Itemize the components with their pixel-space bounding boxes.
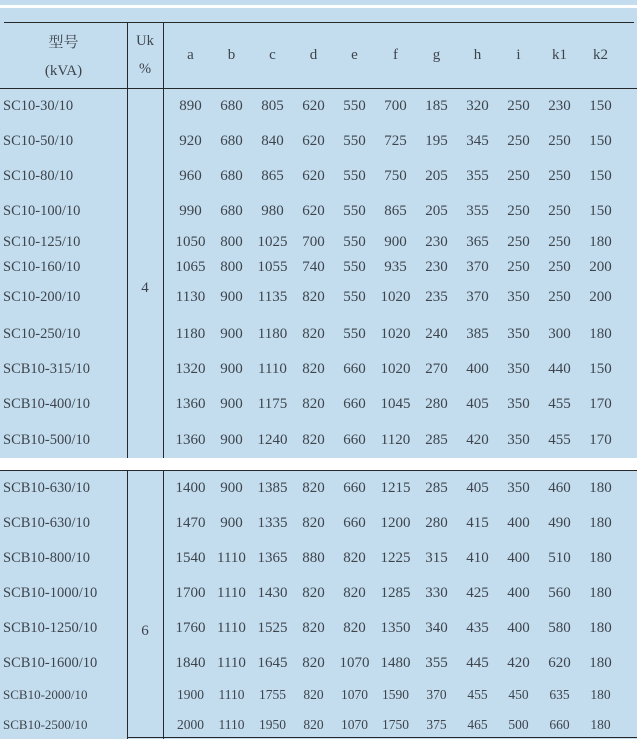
table-row: [0, 646, 637, 680]
cell-value: 1540: [175, 549, 206, 566]
column-header-dim: f: [393, 47, 398, 63]
cell-value: 250: [507, 97, 530, 114]
cell-value: 1110: [217, 549, 246, 566]
cell-value: 900: [220, 514, 243, 531]
cell-value: 1175: [257, 396, 288, 413]
cell-value: 180: [589, 654, 612, 671]
cell-value: 280: [425, 514, 448, 531]
cell-value: 550: [343, 203, 366, 220]
table-bottom-border: [127, 737, 637, 738]
cell-value: 345: [466, 132, 489, 149]
column-header-model-unit: (kVA): [44, 63, 83, 79]
cell-value: 250: [548, 167, 571, 184]
cell-value: 450: [508, 687, 529, 703]
cell-value: 550: [343, 258, 366, 275]
cell-value: 205: [425, 203, 448, 220]
cell-value: 170: [589, 396, 612, 413]
cell-value: 820: [303, 716, 324, 732]
cell-value: 195: [425, 132, 448, 149]
cell-dimensions-group: [163, 133, 637, 150]
cell-model: SCB10-1600/10: [3, 654, 98, 671]
cell-value: 800: [220, 258, 243, 275]
cell-value: 400: [507, 514, 530, 531]
cell-value: 1020: [380, 325, 411, 342]
vertical-divider-model: [127, 22, 128, 458]
cell-value: 340: [425, 620, 448, 637]
cell-value: 900: [220, 396, 243, 413]
cell-value: 455: [467, 687, 488, 703]
cell-value: 1020: [380, 289, 411, 306]
column-header-dim: g: [432, 47, 441, 63]
column-header-dim: d: [309, 47, 318, 63]
cell-value: 250: [548, 132, 571, 149]
cell-value: 1350: [380, 620, 411, 637]
cell-value: 330: [425, 585, 448, 602]
cell-value: 250: [507, 132, 530, 149]
cell-value: 180: [589, 325, 612, 342]
cell-value: 200: [589, 258, 612, 275]
cell-value: 1070: [341, 687, 368, 703]
cell-value: 350: [507, 479, 530, 496]
cell-value: 550: [343, 325, 366, 342]
table-rows-section-1: [0, 89, 637, 458]
column-header-uk-title: Uk: [136, 33, 154, 49]
cell-dimensions-group: [163, 326, 637, 343]
cell-value: 1120: [380, 431, 411, 448]
cell-model: SCB10-630/10: [3, 514, 91, 531]
cell-value: 405: [466, 479, 489, 496]
column-header-dim: i: [516, 47, 521, 63]
cell-dimensions-group: [163, 432, 637, 449]
vertical-divider-uk: [163, 22, 164, 458]
cell-value: 400: [507, 620, 530, 637]
cell-dimensions-group: [163, 585, 637, 602]
cell-value: 1400: [175, 479, 206, 496]
cell-value: 285: [425, 479, 448, 496]
cell-value: 660: [343, 396, 366, 413]
cell-value: 820: [302, 289, 325, 306]
cell-value: 750: [384, 167, 407, 184]
cell-value: 1840: [175, 654, 206, 671]
cell-model: SCB10-2500/10: [3, 716, 88, 732]
cell-value: 1320: [175, 361, 206, 378]
cell-value: 1065: [175, 258, 206, 275]
cell-value: 420: [466, 431, 489, 448]
cell-value: 240: [425, 325, 448, 342]
table-row: [0, 159, 637, 194]
cell-model: SC10-50/10: [3, 132, 74, 149]
cell-value: 1700: [175, 585, 206, 602]
cell-value: 500: [508, 716, 529, 732]
cell-value: 370: [466, 258, 489, 275]
table-row: [0, 611, 637, 646]
cell-value: 1360: [175, 396, 206, 413]
cell-value: 1950: [259, 716, 286, 732]
column-header-dim: e: [351, 47, 358, 63]
cell-value: 660: [343, 361, 366, 378]
cell-value: 185: [425, 97, 448, 114]
column-header-model-title: 型号: [48, 35, 79, 51]
cell-value: 420: [507, 654, 530, 671]
cell-model: SC10-80/10: [3, 167, 74, 184]
cell-value: 180: [589, 233, 612, 250]
table-row: [0, 230, 637, 255]
cell-value: 250: [548, 233, 571, 250]
cell-value: 900: [220, 289, 243, 306]
uk-value-section-1: 4: [141, 280, 149, 296]
table-row: [0, 471, 637, 506]
cell-value: 550: [343, 97, 366, 114]
cell-value: 1480: [380, 654, 411, 671]
cell-dimensions-group: [163, 361, 637, 378]
cell-value: 620: [302, 167, 325, 184]
cell-value: 550: [343, 132, 366, 149]
cell-value: 820: [302, 431, 325, 448]
table-row: [0, 422, 637, 458]
cell-value: 1645: [257, 654, 288, 671]
cell-value: 1110: [258, 361, 287, 378]
cell-value: 550: [343, 167, 366, 184]
cell-model: SCB10-800/10: [3, 549, 91, 566]
column-header-dim: k2: [593, 47, 608, 63]
cell-value: 1180: [175, 325, 206, 342]
cell-value: 365: [466, 233, 489, 250]
cell-value: 350: [507, 325, 530, 342]
cell-value: 1335: [257, 514, 288, 531]
cell-value: 455: [548, 431, 571, 448]
cell-value: 490: [548, 514, 571, 531]
cell-value: 820: [302, 361, 325, 378]
cell-value: 620: [302, 97, 325, 114]
cell-value: 285: [425, 431, 448, 448]
cell-dimensions-group: [163, 289, 637, 306]
cell-value: 880: [302, 549, 325, 566]
cell-value: 700: [302, 233, 325, 250]
cell-value: 620: [302, 132, 325, 149]
cell-value: 1110: [217, 654, 246, 671]
cell-value: 415: [466, 514, 489, 531]
cell-value: 230: [425, 233, 448, 250]
cell-value: 800: [220, 233, 243, 250]
cell-value: 1110: [217, 585, 246, 602]
cell-value: 355: [425, 654, 448, 671]
cell-value: 820: [302, 620, 325, 637]
cell-value: 250: [548, 289, 571, 306]
cell-value: 230: [425, 258, 448, 275]
cell-value: 680: [220, 167, 243, 184]
cell-value: 230: [548, 97, 571, 114]
cell-value: 180: [589, 585, 612, 602]
table-row: [0, 387, 637, 422]
cell-value: 350: [507, 396, 530, 413]
table-row: [0, 89, 637, 124]
cell-value: 205: [425, 167, 448, 184]
cell-value: 350: [507, 431, 530, 448]
cell-value: 200: [589, 289, 612, 306]
cell-value: 300: [548, 325, 571, 342]
cell-value: 1070: [339, 654, 370, 671]
cell-value: 900: [220, 361, 243, 378]
cell-value: 250: [548, 258, 571, 275]
cell-value: 1225: [380, 549, 411, 566]
cell-value: 820: [302, 396, 325, 413]
table-row: [0, 541, 637, 576]
table-row: [0, 194, 637, 230]
cell-value: 680: [220, 203, 243, 220]
cell-value: 510: [548, 549, 571, 566]
cell-value: 660: [343, 431, 366, 448]
cell-value: 150: [589, 361, 612, 378]
cell-value: 280: [425, 396, 448, 413]
cell-dimensions-group: [163, 396, 637, 413]
column-header-dim: a: [187, 47, 194, 63]
cell-value: 820: [343, 585, 366, 602]
cell-value: 250: [548, 203, 571, 220]
cell-value: 180: [589, 549, 612, 566]
cell-model: SCB10-1250/10: [3, 620, 98, 637]
cell-value: 440: [548, 361, 571, 378]
cell-model: SCB10-630/10: [3, 479, 91, 496]
cell-value: 820: [302, 514, 325, 531]
column-header-uk: [127, 23, 163, 88]
cell-value: 660: [549, 716, 570, 732]
cell-value: 820: [302, 479, 325, 496]
column-header-uk-unit: %: [138, 61, 152, 77]
cell-value: 980: [261, 203, 284, 220]
cell-value: 435: [466, 620, 489, 637]
column-header-dim: k1: [552, 47, 567, 63]
cell-value: 425: [466, 585, 489, 602]
table-row: [0, 316, 637, 352]
cell-model: SC10-125/10: [3, 233, 81, 250]
cell-value: 170: [589, 431, 612, 448]
cell-value: 1470: [175, 514, 206, 531]
cell-value: 180: [589, 479, 612, 496]
cell-value: 250: [507, 167, 530, 184]
cell-value: 355: [466, 167, 489, 184]
cell-value: 865: [384, 203, 407, 220]
cell-value: 700: [384, 97, 407, 114]
column-header-model: [0, 23, 127, 88]
vertical-divider-uk: [163, 471, 164, 739]
cell-value: 550: [343, 233, 366, 250]
cell-value: 370: [426, 687, 447, 703]
table-section-scb10: [0, 470, 637, 739]
table-row: [0, 576, 637, 612]
cell-model: SCB10-400/10: [3, 396, 91, 413]
table-row: [0, 506, 637, 541]
cell-model: SCB10-500/10: [3, 431, 91, 448]
cell-value: 1525: [257, 620, 288, 637]
cell-value: 180: [589, 620, 612, 637]
cell-model: SC10-250/10: [3, 325, 81, 342]
cell-value: 620: [548, 654, 571, 671]
cell-dimensions-group: [163, 550, 637, 567]
cell-value: 1070: [341, 716, 368, 732]
cell-value: 250: [507, 203, 530, 220]
table-row: [0, 710, 637, 739]
cell-model: SC10-160/10: [3, 258, 81, 275]
cell-dimensions-group: [163, 234, 637, 251]
cell-model: SCB10-2000/10: [3, 687, 88, 703]
table-header: [0, 23, 637, 88]
cell-value: 920: [179, 132, 202, 149]
cell-value: 320: [466, 97, 489, 114]
cell-value: 465: [467, 716, 488, 732]
cell-model: SC10-100/10: [3, 203, 81, 220]
cell-value: 865: [261, 167, 284, 184]
cell-dimensions-group: [163, 259, 637, 276]
cell-dimensions-group: [163, 203, 637, 220]
cell-value: 550: [343, 289, 366, 306]
cell-model: SCB10-1000/10: [3, 585, 98, 602]
cell-value: 1020: [380, 361, 411, 378]
cell-value: 180: [590, 716, 611, 732]
cell-value: 350: [507, 289, 530, 306]
cell-value: 1055: [257, 258, 288, 275]
cell-value: 900: [384, 233, 407, 250]
cell-value: 820: [302, 654, 325, 671]
cell-value: 400: [507, 585, 530, 602]
cell-value: 1430: [257, 585, 288, 602]
cell-value: 400: [466, 361, 489, 378]
cell-value: 1050: [175, 233, 206, 250]
cell-value: 1200: [380, 514, 411, 531]
vertical-divider-model: [127, 471, 128, 739]
cell-value: 635: [549, 687, 570, 703]
cell-value: 1385: [257, 479, 288, 496]
cell-value: 385: [466, 325, 489, 342]
cell-value: 740: [302, 258, 325, 275]
cell-value: 1045: [380, 396, 411, 413]
cell-value: 900: [220, 325, 243, 342]
cell-value: 580: [548, 620, 571, 637]
cell-value: 725: [384, 132, 407, 149]
cell-value: 1900: [177, 687, 204, 703]
table-row: [0, 124, 637, 159]
column-header-dim: c: [269, 47, 276, 63]
top-strip: [0, 0, 637, 5]
table-row: [0, 680, 637, 710]
cell-value: 150: [589, 132, 612, 149]
cell-value: 805: [261, 97, 284, 114]
cell-value: 660: [343, 514, 366, 531]
cell-value: 445: [466, 654, 489, 671]
cell-value: 150: [589, 167, 612, 184]
cell-value: 1755: [259, 687, 286, 703]
cell-value: 990: [179, 203, 202, 220]
cell-value: 840: [261, 132, 284, 149]
cell-value: 405: [466, 396, 489, 413]
cell-value: 1025: [257, 233, 288, 250]
cell-value: 150: [589, 97, 612, 114]
cell-value: 1760: [175, 620, 206, 637]
cell-model: SC10-200/10: [3, 289, 81, 306]
cell-value: 250: [507, 258, 530, 275]
cell-value: 1240: [257, 431, 288, 448]
cell-value: 620: [302, 203, 325, 220]
table-section-sc10: [0, 8, 637, 458]
column-header-dim: b: [227, 47, 236, 63]
cell-dimensions-group: [163, 620, 637, 637]
table-row: [0, 280, 637, 317]
cell-dimensions-group: [163, 655, 637, 672]
cell-value: 680: [220, 97, 243, 114]
cell-value: 1130: [175, 289, 206, 306]
cell-value: 400: [507, 549, 530, 566]
cell-value: 900: [220, 431, 243, 448]
cell-value: 680: [220, 132, 243, 149]
cell-value: 315: [425, 549, 448, 566]
cell-value: 820: [343, 620, 366, 637]
cell-value: 820: [302, 325, 325, 342]
cell-value: 1360: [175, 431, 206, 448]
cell-value: 820: [303, 687, 324, 703]
cell-value: 270: [425, 361, 448, 378]
cell-value: 250: [507, 233, 530, 250]
uk-value-section-2: 6: [141, 623, 149, 639]
cell-value: 180: [590, 687, 611, 703]
cell-dimensions-group: [163, 168, 637, 185]
cell-value: 820: [343, 549, 366, 566]
table-row: [0, 255, 637, 280]
cell-value: 890: [179, 97, 202, 114]
cell-dimensions-group: [163, 717, 637, 733]
cell-dimensions-group: [163, 98, 637, 115]
cell-value: 1110: [218, 687, 245, 703]
cell-model: SC10-30/10: [3, 97, 74, 114]
cell-value: 1135: [257, 289, 288, 306]
cell-value: 460: [548, 479, 571, 496]
cell-dimensions-group: [163, 687, 637, 703]
cell-model: SCB10-315/10: [3, 361, 91, 378]
cell-value: 455: [548, 396, 571, 413]
cell-value: 960: [179, 167, 202, 184]
cell-value: 660: [343, 479, 366, 496]
cell-value: 1180: [257, 325, 288, 342]
cell-value: 2000: [177, 716, 204, 732]
cell-value: 355: [466, 203, 489, 220]
cell-value: 375: [426, 716, 447, 732]
cell-value: 1365: [257, 549, 288, 566]
cell-value: 1215: [380, 479, 411, 496]
cell-value: 150: [589, 203, 612, 220]
cell-value: 1750: [382, 716, 409, 732]
column-header-dim: h: [473, 47, 482, 63]
cell-value: 1110: [218, 716, 245, 732]
cell-value: 1590: [382, 687, 409, 703]
cell-value: 820: [302, 585, 325, 602]
table-row: [0, 352, 637, 387]
cell-value: 1285: [380, 585, 411, 602]
cell-value: 235: [425, 289, 448, 306]
cell-dimensions-group: [163, 515, 637, 532]
cell-value: 410: [466, 549, 489, 566]
cell-value: 370: [466, 289, 489, 306]
cell-value: 180: [589, 514, 612, 531]
cell-value: 350: [507, 361, 530, 378]
column-headers-dimensions: [163, 23, 637, 88]
cell-value: 560: [548, 585, 571, 602]
table-rows-section-2: [0, 471, 637, 739]
cell-value: 1110: [217, 620, 246, 637]
cell-value: 935: [384, 258, 407, 275]
cell-value: 900: [220, 479, 243, 496]
cell-dimensions-group: [163, 480, 637, 497]
